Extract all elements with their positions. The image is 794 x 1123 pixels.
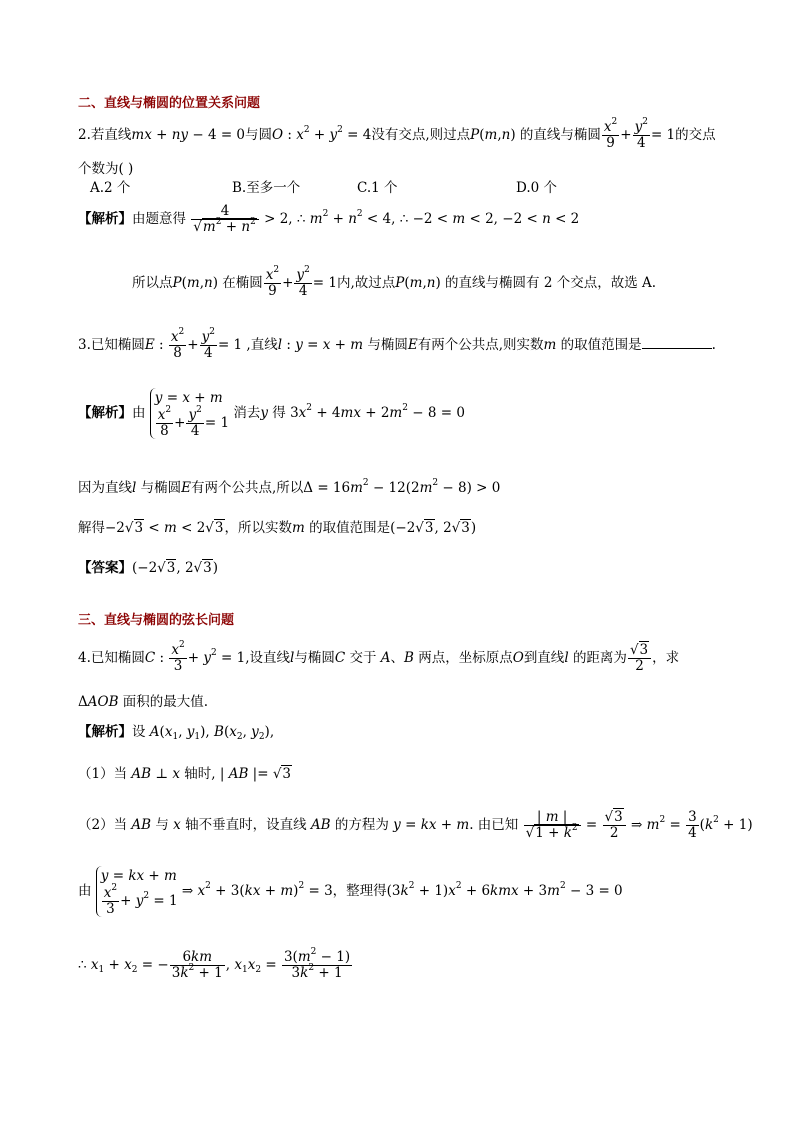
q3-analysis: 【解析】由 y = x + m $\frac{x^2}{8}$ + $\frac{y^2}{4}$ = 1 消去y 得 $3x^2 + 4mx + 2m^2 - 8 = 0$ — [78, 390, 465, 439]
q2-analysis: 【解析】由题意得 $\frac{4}{√m^2 + n^2}$ > 2, ∴ $m^2 + n^2 < 4$, ∴ −2 < m < 2, −2 < n < 2 — [78, 203, 580, 235]
q4-analysis: 【解析】设 $A(x_1$, $y_1$), $B(x_2$, $y_2$), — [78, 724, 275, 742]
q4-line2: ΔAOB 面积的最大值. — [78, 694, 209, 710]
q2-line1: 2.若直线mx + ny − 4 = 0与圆O : $x^2 + y^2 = 4$没有交点,则过点P(m,n) 的直线与椭圆 $\frac{x^2}{9}$ + $\frac{y^2}{4}$ = 1的交点 — [78, 117, 716, 151]
q4-system-line: 由 y = kx + m $\frac{x^2}{3}$ + $y^2 = 1$ ⇒ $x^2 + 3(kx + m)^2 = 3$，整理得$(3k^2 + 1)x^2 + 6kmx + 3m^2 - 3 = 0$ — [78, 868, 623, 917]
q2-option-b: B.至多一个 — [232, 180, 301, 196]
section-3-title: 三、直线与椭圆的弦长问题 — [78, 613, 235, 628]
q4-line1: 4.已知椭圆C : $\frac{x^2}{3}$ + $y^2 = 1$,设直线l与椭圆C 交于 A、B 两点，坐标原点O到直线l 的距离为 $\frac{√3}{2}$ ，求 — [78, 640, 680, 674]
q3-because: 因为直线l 与椭圆E有两个公共点,所以$\Delta = 16m^2 - 12(2m^2 - 8) > 0$ — [78, 478, 501, 496]
q4-system: y = kx + m $\frac{x^2}{3}$ + $y^2 = 1$ — [96, 866, 178, 917]
q4-vieta: ∴ $x_1 + x_2$ = − $\frac{6km}{3k^2 + 1}$ , $x_1x_2$ = $\frac{3(m^2 - 1)}{3k^2 + 1}$ — [78, 947, 351, 981]
q2-option-d: D.0 个 — [516, 180, 558, 196]
q2-option-a: A.2 个 — [90, 180, 131, 196]
q3-line1: 3.已知椭圆E : $\frac{x^2}{8}$ + $\frac{y^2}{4}$ = 1 ,直线l : y = x + m 与椭圆E有两个公共点,则实数m 的取值范围是 . — [78, 327, 716, 361]
q2-line2: 个数为( ) — [78, 161, 134, 177]
q4-case2: （2）当 AB 与 x 轴不垂直时，设直线 AB 的方程为 y = kx + m. 由已知 $\frac{| m |}{√1 + k^2}$ = $\frac{√3}{2}$ ⇒ $m^2$ = $\frac{3}{4}$ $(k^2 + 1)$ — [78, 809, 753, 841]
q3-solve: 解得−2√3 < m < 2√3，所以实数m 的取值范围是(−2√3, 2√3) — [78, 520, 477, 536]
q2-conclusion: 所以点P(m,n) 在椭圆 $\frac{x^2}{9}$ + $\frac{y^2}{4}$ = 1内,故过点P(m,n) 的直线与椭圆有 2 个交点，故选 A. — [132, 265, 657, 299]
answer-blank — [642, 336, 712, 349]
q4-case1: （1）当 AB ⊥ x 轴时, | AB |= √3 — [78, 766, 292, 782]
section-2-title: 二、直线与椭圆的位置关系问题 — [78, 96, 261, 111]
q2-option-c: C.1 个 — [357, 180, 398, 196]
q3-system: y = x + m $\frac{x^2}{8}$ + $\frac{y^2}{4}$ = 1 — [150, 388, 229, 439]
q3-answer: 【答案】(−2√3, 2√3) — [78, 560, 219, 576]
